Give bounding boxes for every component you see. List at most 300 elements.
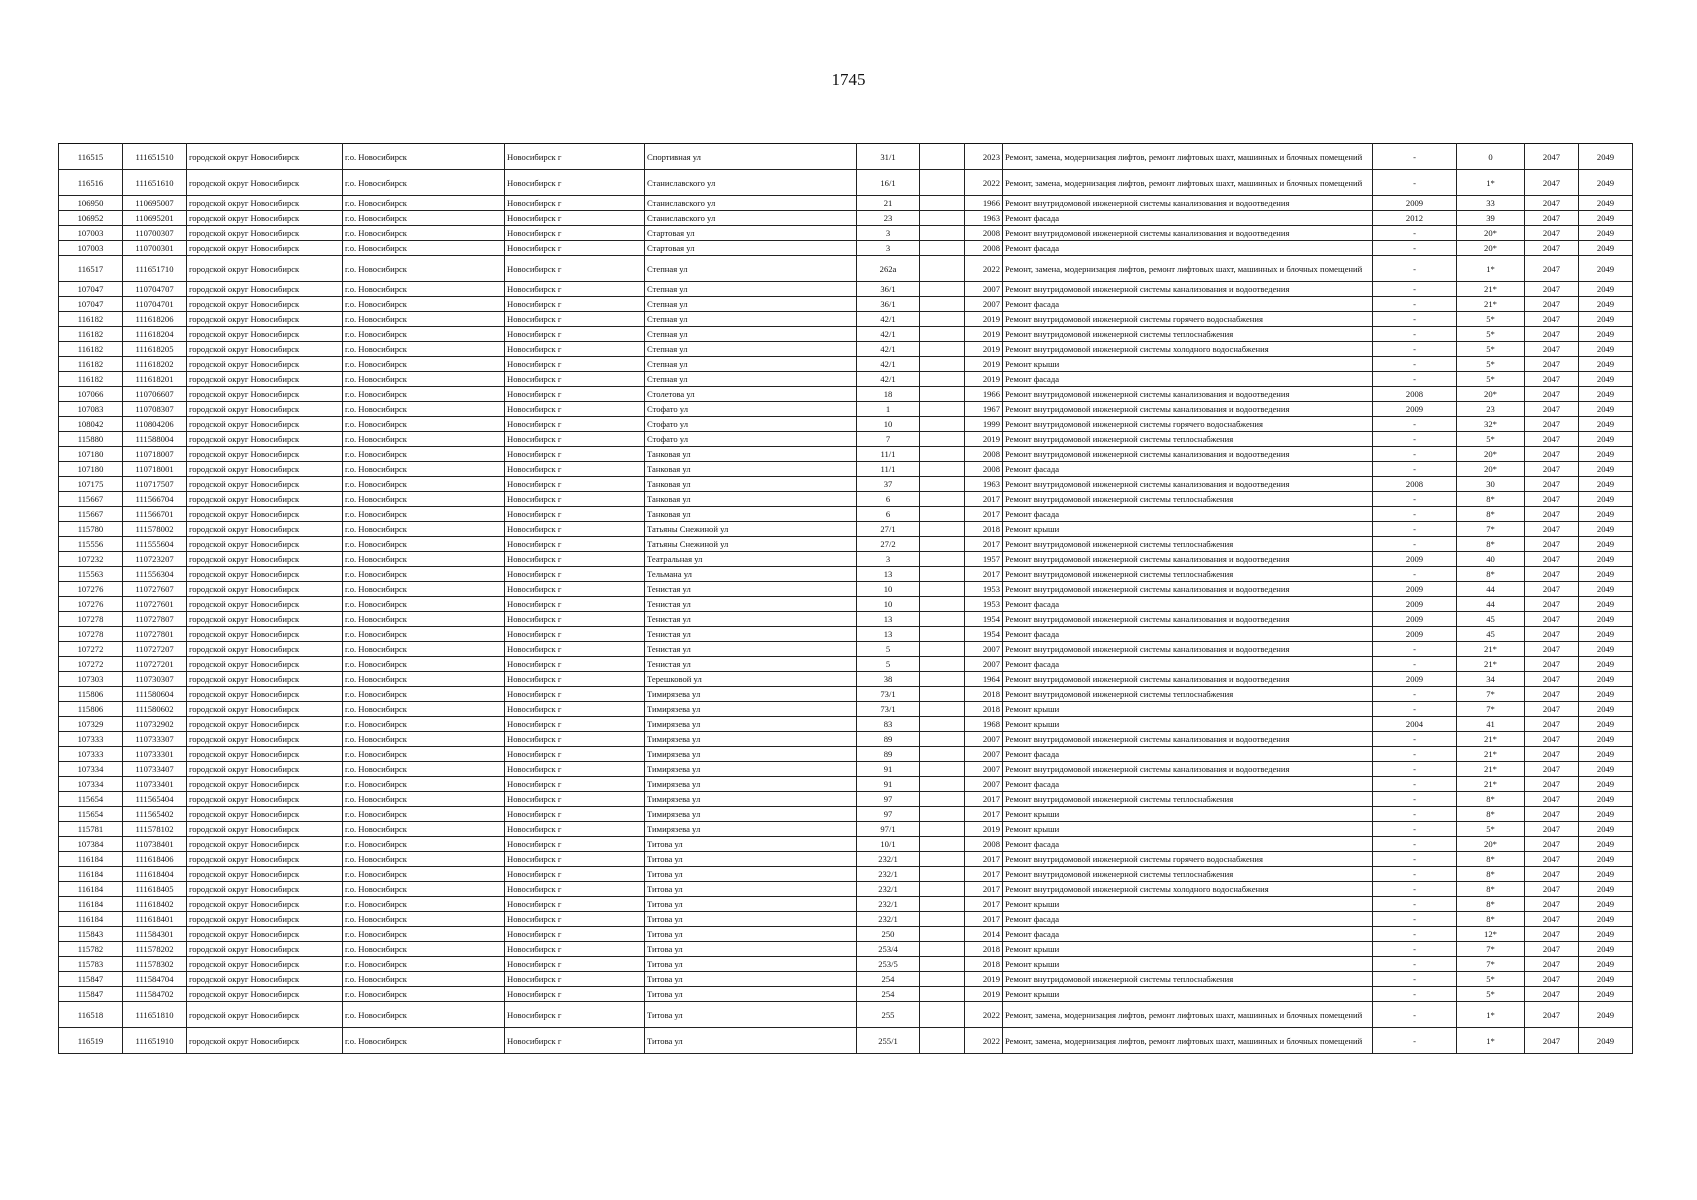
cell-house-number: 232/1 [857, 852, 920, 867]
cell-city: Новосибирск г [505, 387, 645, 402]
cell-city: Новосибирск г [505, 211, 645, 226]
cell-last-repair: 2009 [1373, 582, 1457, 597]
cell-wear: 8* [1457, 807, 1525, 822]
cell-year-built: 2017 [965, 882, 1003, 897]
cell-plan-start: 2047 [1525, 144, 1579, 170]
cell-district: г.о. Новосибирск [343, 1028, 505, 1054]
cell-city: Новосибирск г [505, 492, 645, 507]
cell-year-built: 2017 [965, 792, 1003, 807]
cell-street: Тимирязева ул [645, 777, 857, 792]
cell-blank [920, 327, 965, 342]
cell-municipality: городской округ Новосибирск [187, 144, 343, 170]
cell-house-id: 115880 [59, 432, 123, 447]
cell-last-repair: - [1373, 792, 1457, 807]
cell-blank [920, 837, 965, 852]
cell-house-number: 27/1 [857, 522, 920, 537]
cell-plan-end: 2049 [1579, 256, 1633, 282]
cell-plan-start: 2047 [1525, 462, 1579, 477]
cell-municipality: городской округ Новосибирск [187, 597, 343, 612]
cell-street: Татьяны Снежиной ул [645, 537, 857, 552]
cell-house-id: 107232 [59, 552, 123, 567]
cell-last-repair: - [1373, 732, 1457, 747]
cell-municipality: городской округ Новосибирск [187, 777, 343, 792]
cell-municipality: городской округ Новосибирск [187, 732, 343, 747]
cell-municipality: городской округ Новосибирск [187, 312, 343, 327]
cell-house-id: 107047 [59, 282, 123, 297]
cell-record-id: 110700301 [123, 241, 187, 256]
cell-plan-end: 2049 [1579, 552, 1633, 567]
cell-municipality: городской округ Новосибирск [187, 792, 343, 807]
cell-last-repair: - [1373, 702, 1457, 717]
cell-municipality: городской округ Новосибирск [187, 387, 343, 402]
cell-district: г.о. Новосибирск [343, 942, 505, 957]
cell-street: Тельмана ул [645, 567, 857, 582]
cell-record-id: 110708307 [123, 402, 187, 417]
cell-house-id: 115782 [59, 942, 123, 957]
cell-blank [920, 972, 965, 987]
cell-house-id: 115806 [59, 687, 123, 702]
cell-house-id: 116184 [59, 867, 123, 882]
cell-street: Тенистая ул [645, 627, 857, 642]
cell-plan-end: 2049 [1579, 657, 1633, 672]
cell-blank [920, 1028, 965, 1054]
cell-house-number: 253/5 [857, 957, 920, 972]
cell-district: г.о. Новосибирск [343, 867, 505, 882]
cell-city: Новосибирск г [505, 1028, 645, 1054]
cell-last-repair: - [1373, 462, 1457, 477]
cell-city: Новосибирск г [505, 170, 645, 196]
cell-work-type: Ремонт внутридомовой инженерной системы канализования и водоотведения [1003, 582, 1373, 597]
cell-plan-end: 2049 [1579, 372, 1633, 387]
cell-year-built: 2019 [965, 372, 1003, 387]
cell-house-number: 254 [857, 972, 920, 987]
cell-wear: 21* [1457, 297, 1525, 312]
cell-street: Стартовая ул [645, 241, 857, 256]
cell-house-id: 116182 [59, 327, 123, 342]
table-row [59, 777, 1633, 792]
cell-house-number: 5 [857, 657, 920, 672]
cell-city: Новосибирск г [505, 432, 645, 447]
table-row [59, 297, 1633, 312]
cell-year-built: 2007 [965, 657, 1003, 672]
cell-plan-start: 2047 [1525, 552, 1579, 567]
cell-year-built: 2018 [965, 957, 1003, 972]
cell-work-type: Ремонт фасада [1003, 211, 1373, 226]
cell-district: г.о. Новосибирск [343, 822, 505, 837]
table-row [59, 717, 1633, 732]
cell-house-number: 6 [857, 492, 920, 507]
cell-last-repair: - [1373, 642, 1457, 657]
cell-street: Тенистая ул [645, 612, 857, 627]
cell-plan-end: 2049 [1579, 942, 1633, 957]
cell-district: г.о. Новосибирск [343, 657, 505, 672]
cell-plan-end: 2049 [1579, 226, 1633, 241]
cell-plan-start: 2047 [1525, 492, 1579, 507]
cell-district: г.о. Новосибирск [343, 807, 505, 822]
cell-year-built: 2017 [965, 852, 1003, 867]
cell-city: Новосибирск г [505, 297, 645, 312]
cell-work-type: Ремонт фасада [1003, 241, 1373, 256]
cell-blank [920, 657, 965, 672]
cell-year-built: 2007 [965, 762, 1003, 777]
table-row [59, 852, 1633, 867]
cell-record-id: 110704707 [123, 282, 187, 297]
cell-street: Титова ул [645, 987, 857, 1002]
cell-city: Новосибирск г [505, 196, 645, 211]
cell-district: г.о. Новосибирск [343, 792, 505, 807]
cell-city: Новосибирск г [505, 987, 645, 1002]
cell-plan-start: 2047 [1525, 1028, 1579, 1054]
cell-house-id: 116516 [59, 170, 123, 196]
cell-house-number: 36/1 [857, 297, 920, 312]
cell-house-number: 97 [857, 792, 920, 807]
cell-street: Степная ул [645, 297, 857, 312]
cell-last-repair: - [1373, 882, 1457, 897]
cell-municipality: городской округ Новосибирск [187, 462, 343, 477]
table-row [59, 477, 1633, 492]
cell-blank [920, 256, 965, 282]
cell-district: г.о. Новосибирск [343, 196, 505, 211]
cell-house-id: 115654 [59, 807, 123, 822]
cell-work-type: Ремонт внутридомовой инженерной системы канализования и водоотведения [1003, 226, 1373, 241]
cell-work-type: Ремонт крыши [1003, 942, 1373, 957]
cell-year-built: 2017 [965, 867, 1003, 882]
cell-blank [920, 211, 965, 226]
cell-street: Тимирязева ул [645, 792, 857, 807]
cell-municipality: городской округ Новосибирск [187, 1028, 343, 1054]
cell-plan-start: 2047 [1525, 927, 1579, 942]
cell-street: Танковая ул [645, 462, 857, 477]
cell-blank [920, 144, 965, 170]
cell-district: г.о. Новосибирск [343, 882, 505, 897]
cell-district: г.о. Новосибирск [343, 927, 505, 942]
cell-plan-end: 2049 [1579, 432, 1633, 447]
cell-last-repair: - [1373, 432, 1457, 447]
table-row [59, 897, 1633, 912]
cell-house-number: 13 [857, 627, 920, 642]
cell-house-id: 116184 [59, 897, 123, 912]
cell-plan-end: 2049 [1579, 987, 1633, 1002]
cell-house-id: 115843 [59, 927, 123, 942]
cell-street: Титова ул [645, 942, 857, 957]
cell-street: Танковая ул [645, 492, 857, 507]
cell-work-type: Ремонт, замена, модернизация лифтов, ремонт лифтовых шахт, машинных и блочных помещений [1003, 1002, 1373, 1028]
cell-plan-start: 2047 [1525, 211, 1579, 226]
cell-district: г.о. Новосибирск [343, 912, 505, 927]
table-row [59, 196, 1633, 211]
cell-house-id: 107180 [59, 447, 123, 462]
cell-plan-end: 2049 [1579, 241, 1633, 256]
table-row [59, 211, 1633, 226]
cell-wear: 44 [1457, 582, 1525, 597]
cell-district: г.о. Новосибирск [343, 612, 505, 627]
cell-record-id: 110723207 [123, 552, 187, 567]
cell-year-built: 2019 [965, 357, 1003, 372]
cell-last-repair: - [1373, 567, 1457, 582]
cell-house-id: 116182 [59, 372, 123, 387]
table-row [59, 687, 1633, 702]
cell-street: Титова ул [645, 972, 857, 987]
cell-street: Титова ул [645, 837, 857, 852]
cell-district: г.о. Новосибирск [343, 672, 505, 687]
cell-plan-end: 2049 [1579, 144, 1633, 170]
cell-street: Спортивная ул [645, 144, 857, 170]
cell-record-id: 110727207 [123, 642, 187, 657]
cell-work-type: Ремонт крыши [1003, 702, 1373, 717]
registry-table [58, 143, 1633, 1054]
cell-district: г.о. Новосибирск [343, 642, 505, 657]
cell-record-id: 111618204 [123, 327, 187, 342]
cell-work-type: Ремонт внутридомовой инженерной системы теплоснабжения [1003, 687, 1373, 702]
cell-year-built: 2008 [965, 837, 1003, 852]
cell-blank [920, 170, 965, 196]
cell-city: Новосибирск г [505, 567, 645, 582]
cell-plan-start: 2047 [1525, 447, 1579, 462]
cell-wear: 20* [1457, 226, 1525, 241]
table-row [59, 492, 1633, 507]
cell-plan-end: 2049 [1579, 762, 1633, 777]
cell-district: г.о. Новосибирск [343, 372, 505, 387]
cell-last-repair: - [1373, 747, 1457, 762]
cell-house-number: 232/1 [857, 912, 920, 927]
cell-city: Новосибирск г [505, 747, 645, 762]
cell-district: г.о. Новосибирск [343, 897, 505, 912]
cell-year-built: 2018 [965, 702, 1003, 717]
cell-plan-end: 2049 [1579, 642, 1633, 657]
cell-record-id: 111580604 [123, 687, 187, 702]
cell-house-number: 13 [857, 567, 920, 582]
cell-plan-end: 2049 [1579, 717, 1633, 732]
cell-record-id: 111618205 [123, 342, 187, 357]
cell-street: Танковая ул [645, 447, 857, 462]
cell-plan-end: 2049 [1579, 597, 1633, 612]
cell-house-number: 11/1 [857, 447, 920, 462]
table-row [59, 627, 1633, 642]
cell-house-id: 115806 [59, 702, 123, 717]
cell-record-id: 110733307 [123, 732, 187, 747]
cell-street: Степная ул [645, 312, 857, 327]
cell-last-repair: 2009 [1373, 402, 1457, 417]
cell-blank [920, 196, 965, 211]
cell-blank [920, 747, 965, 762]
cell-district: г.о. Новосибирск [343, 762, 505, 777]
cell-city: Новосибирск г [505, 417, 645, 432]
cell-plan-start: 2047 [1525, 522, 1579, 537]
cell-blank [920, 417, 965, 432]
cell-street: Стофато ул [645, 417, 857, 432]
cell-work-type: Ремонт фасада [1003, 837, 1373, 852]
cell-house-number: 31/1 [857, 144, 920, 170]
cell-wear: 5* [1457, 312, 1525, 327]
cell-blank [920, 882, 965, 897]
cell-last-repair: - [1373, 312, 1457, 327]
cell-blank [920, 867, 965, 882]
cell-work-type: Ремонт, замена, модернизация лифтов, ремонт лифтовых шахт, машинных и блочных помещений [1003, 1028, 1373, 1054]
table-row [59, 256, 1633, 282]
cell-house-id: 107066 [59, 387, 123, 402]
cell-blank [920, 1002, 965, 1028]
table-row [59, 552, 1633, 567]
cell-year-built: 2022 [965, 256, 1003, 282]
cell-wear: 8* [1457, 867, 1525, 882]
cell-plan-start: 2047 [1525, 432, 1579, 447]
cell-blank [920, 777, 965, 792]
cell-plan-start: 2047 [1525, 657, 1579, 672]
cell-wear: 32* [1457, 417, 1525, 432]
cell-record-id: 111618405 [123, 882, 187, 897]
cell-work-type: Ремонт крыши [1003, 957, 1373, 972]
cell-house-number: 89 [857, 732, 920, 747]
cell-district: г.о. Новосибирск [343, 312, 505, 327]
cell-house-number: 232/1 [857, 867, 920, 882]
cell-city: Новосибирск г [505, 522, 645, 537]
cell-city: Новосибирск г [505, 1002, 645, 1028]
cell-wear: 20* [1457, 387, 1525, 402]
cell-house-id: 107278 [59, 627, 123, 642]
cell-blank [920, 432, 965, 447]
cell-district: г.о. Новосибирск [343, 987, 505, 1002]
cell-district: г.о. Новосибирск [343, 477, 505, 492]
cell-house-id: 115556 [59, 537, 123, 552]
cell-plan-end: 2049 [1579, 297, 1633, 312]
cell-district: г.о. Новосибирск [343, 567, 505, 582]
cell-house-number: 5 [857, 642, 920, 657]
cell-blank [920, 597, 965, 612]
cell-wear: 5* [1457, 972, 1525, 987]
cell-city: Новосибирск г [505, 582, 645, 597]
cell-record-id: 111580602 [123, 702, 187, 717]
cell-wear: 41 [1457, 717, 1525, 732]
cell-work-type: Ремонт крыши [1003, 987, 1373, 1002]
cell-house-id: 116518 [59, 1002, 123, 1028]
cell-work-type: Ремонт фасада [1003, 657, 1373, 672]
cell-blank [920, 927, 965, 942]
cell-last-repair: - [1373, 507, 1457, 522]
cell-plan-end: 2049 [1579, 912, 1633, 927]
cell-blank [920, 612, 965, 627]
cell-city: Новосибирск г [505, 657, 645, 672]
cell-street: Степная ул [645, 342, 857, 357]
cell-district: г.о. Новосибирск [343, 226, 505, 241]
cell-year-built: 2007 [965, 297, 1003, 312]
cell-district: г.о. Новосибирск [343, 492, 505, 507]
cell-municipality: городской округ Новосибирск [187, 807, 343, 822]
cell-municipality: городской округ Новосибирск [187, 297, 343, 312]
cell-plan-start: 2047 [1525, 312, 1579, 327]
cell-district: г.о. Новосибирск [343, 402, 505, 417]
cell-district: г.о. Новосибирск [343, 777, 505, 792]
cell-house-id: 116184 [59, 912, 123, 927]
cell-wear: 21* [1457, 282, 1525, 297]
cell-work-type: Ремонт внутридомовой инженерной системы канализования и водоотведения [1003, 642, 1373, 657]
cell-blank [920, 241, 965, 256]
cell-year-built: 2007 [965, 642, 1003, 657]
cell-house-id: 107333 [59, 732, 123, 747]
cell-record-id: 111651610 [123, 170, 187, 196]
cell-plan-end: 2049 [1579, 927, 1633, 942]
cell-city: Новосибирск г [505, 507, 645, 522]
cell-house-id: 116517 [59, 256, 123, 282]
cell-year-built: 2018 [965, 522, 1003, 537]
cell-plan-start: 2047 [1525, 372, 1579, 387]
cell-year-built: 2019 [965, 972, 1003, 987]
cell-municipality: городской округ Новосибирск [187, 447, 343, 462]
cell-city: Новосибирск г [505, 312, 645, 327]
cell-municipality: городской округ Новосибирск [187, 241, 343, 256]
cell-street: Стартовая ул [645, 226, 857, 241]
cell-last-repair: - [1373, 492, 1457, 507]
cell-last-repair: 2009 [1373, 612, 1457, 627]
cell-record-id: 110695201 [123, 211, 187, 226]
cell-wear: 5* [1457, 822, 1525, 837]
cell-house-id: 115667 [59, 492, 123, 507]
cell-wear: 12* [1457, 927, 1525, 942]
cell-house-id: 116184 [59, 882, 123, 897]
cell-blank [920, 387, 965, 402]
cell-district: г.о. Новосибирск [343, 597, 505, 612]
cell-house-id: 106952 [59, 211, 123, 226]
cell-year-built: 2019 [965, 822, 1003, 837]
cell-last-repair: - [1373, 867, 1457, 882]
cell-house-id: 107276 [59, 582, 123, 597]
cell-record-id: 111584704 [123, 972, 187, 987]
cell-city: Новосибирск г [505, 687, 645, 702]
cell-wear: 44 [1457, 597, 1525, 612]
cell-plan-start: 2047 [1525, 687, 1579, 702]
cell-year-built: 1966 [965, 387, 1003, 402]
cell-last-repair: - [1373, 837, 1457, 852]
cell-blank [920, 342, 965, 357]
cell-wear: 8* [1457, 852, 1525, 867]
cell-record-id: 111618401 [123, 912, 187, 927]
cell-wear: 8* [1457, 897, 1525, 912]
cell-municipality: городской округ Новосибирск [187, 672, 343, 687]
cell-city: Новосибирск г [505, 837, 645, 852]
table-row [59, 867, 1633, 882]
cell-district: г.о. Новосибирск [343, 256, 505, 282]
cell-last-repair: - [1373, 372, 1457, 387]
cell-plan-start: 2047 [1525, 327, 1579, 342]
table-row [59, 462, 1633, 477]
cell-municipality: городской округ Новосибирск [187, 567, 343, 582]
cell-district: г.о. Новосибирск [343, 537, 505, 552]
registry-body [59, 144, 1633, 1054]
cell-plan-end: 2049 [1579, 1028, 1633, 1054]
cell-work-type: Ремонт внутридомовой инженерной системы теплоснабжения [1003, 567, 1373, 582]
cell-municipality: городской округ Новосибирск [187, 226, 343, 241]
cell-city: Новосибирск г [505, 372, 645, 387]
table-row [59, 447, 1633, 462]
cell-year-built: 2017 [965, 492, 1003, 507]
cell-work-type: Ремонт внутридомовой инженерной системы холодного водоснабжения [1003, 342, 1373, 357]
cell-house-number: 253/4 [857, 942, 920, 957]
cell-district: г.о. Новосибирск [343, 432, 505, 447]
cell-last-repair: - [1373, 144, 1457, 170]
cell-year-built: 2022 [965, 1028, 1003, 1054]
cell-district: г.о. Новосибирск [343, 387, 505, 402]
cell-district: г.о. Новосибирск [343, 447, 505, 462]
cell-house-number: 10/1 [857, 837, 920, 852]
cell-city: Новосибирск г [505, 282, 645, 297]
cell-municipality: городской округ Новосибирск [187, 477, 343, 492]
cell-municipality: городской округ Новосибирск [187, 897, 343, 912]
cell-street: Степная ул [645, 256, 857, 282]
cell-plan-start: 2047 [1525, 582, 1579, 597]
cell-blank [920, 687, 965, 702]
cell-work-type: Ремонт крыши [1003, 357, 1373, 372]
cell-record-id: 111651810 [123, 1002, 187, 1028]
cell-record-id: 110727201 [123, 657, 187, 672]
